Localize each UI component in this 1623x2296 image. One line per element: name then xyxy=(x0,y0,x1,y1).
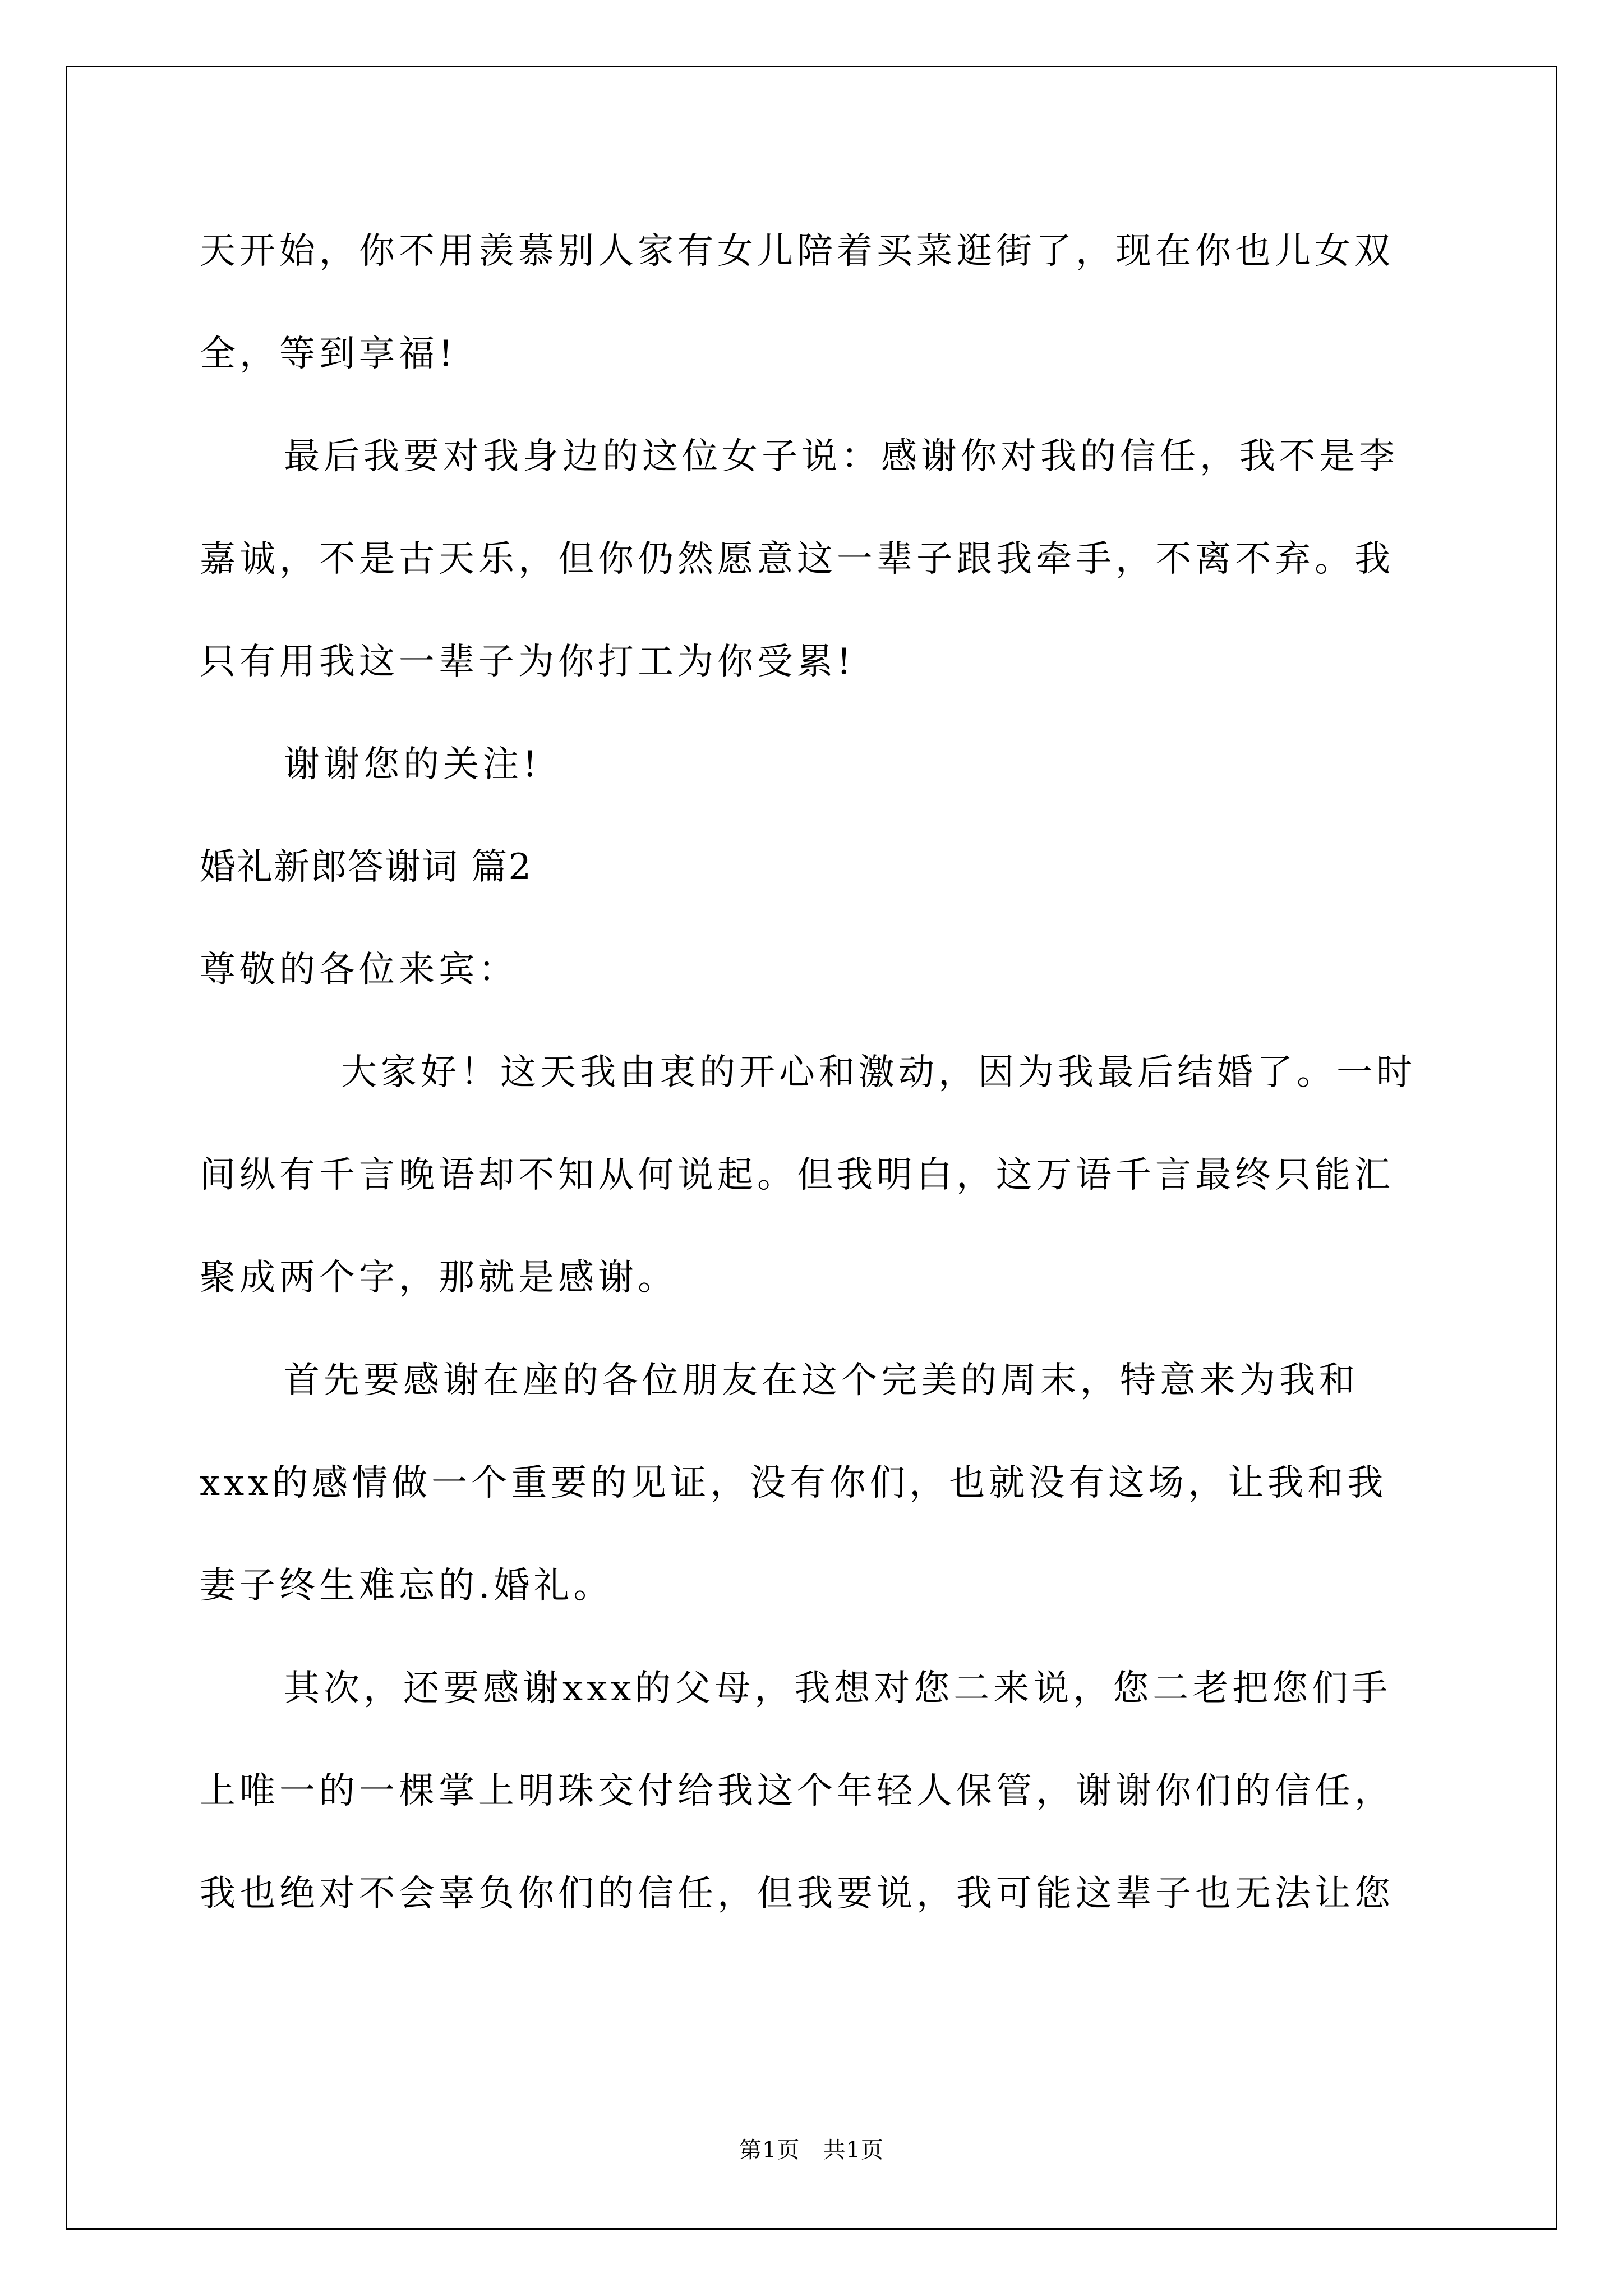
text-line-2: 全，等到享福! xyxy=(200,333,457,375)
page-footer: 第1页 共1页 xyxy=(739,2137,884,2163)
text-line-5: 只有用我这一辈子为你打工为你受累! xyxy=(200,641,855,683)
text-line-3: 最后我要对我身边的这位女子说：感谢你对我的信任，我不是李 xyxy=(284,436,1399,477)
text-line-1: 天开始，你不用羡慕别人家有女儿陪着买菜逛街了，现在你也儿女双 xyxy=(200,231,1394,272)
text-line-14: 妻子终生难忘的.婚礼。 xyxy=(200,1565,614,1607)
text-line-4: 嘉诚，不是古天乐，但你仍然愿意这一辈子跟我牵手，不离不弃。我 xyxy=(200,539,1394,580)
text-line-15: 其次，还要感谢xxx的父母，我想对您二来说，您二老把您们手 xyxy=(284,1668,1392,1709)
text-line-6: 谢谢您的关注! xyxy=(284,744,541,785)
text-line-11: 聚成两个字，那就是感谢。 xyxy=(200,1257,677,1299)
text-line-9: 大家好！这天我由衷的开心和激动，因为我最后结婚了。一时 xyxy=(341,1052,1416,1093)
section-heading: 婚礼新郎答谢词 篇2 xyxy=(200,846,533,888)
text-line-12: 首先要感谢在座的各位朋友在这个完美的周末，特意来为我和 xyxy=(284,1360,1359,1401)
text-line-10: 间纵有千言晚语却不知从何说起。但我明白，这万语千言最终只能汇 xyxy=(200,1154,1394,1196)
text-line-13: xxx的感情做一个重要的见证，没有你们，也就没有这场，让我和我 xyxy=(200,1462,1387,1504)
text-line-16: 上唯一的一棵掌上明珠交付给我这个年轻人保管，谢谢你们的信任， xyxy=(200,1770,1394,1812)
text-line-17: 我也绝对不会辜负你们的信任，但我要说，我可能这辈子也无法让您 xyxy=(200,1873,1394,1915)
salutation-line: 尊敬的各位来宾： xyxy=(200,949,518,991)
